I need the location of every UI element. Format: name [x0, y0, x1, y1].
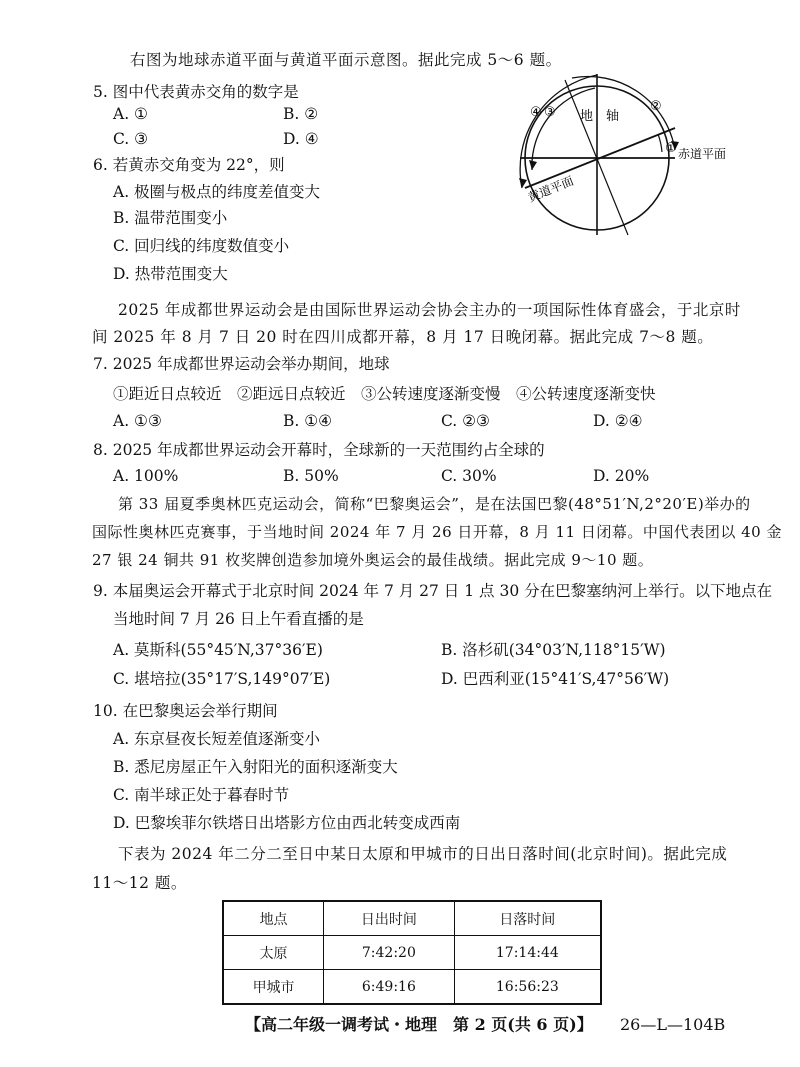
- number-1-label: ①: [665, 141, 677, 156]
- question-5-stem: 5. 图中代表黄赤交角的数字是: [93, 83, 299, 101]
- question-6-stem: 6. 若黄赤交角变为 22°，则: [93, 156, 285, 174]
- q6-option-c: C. 回归线的纬度数值变小: [113, 237, 290, 255]
- question-9-stem-line1: 9. 本届奥运会开幕式于北京时间 2024 年 7 月 27 日 1 点 30 分在巴黎塞纳河上举行。以下地点在: [93, 582, 773, 600]
- q8-option-d: D. 20%: [593, 467, 650, 485]
- table-cell: 7:42:20: [324, 936, 455, 970]
- q5-option-a: A. ①: [113, 105, 148, 123]
- paper-code: 26—L—104B: [620, 1015, 726, 1034]
- table-header-row: [223, 901, 601, 936]
- question-8-stem: 8. 2025 年成都世界运动会开幕时，全球新的一天范围约占全球的: [93, 441, 545, 459]
- table-cell: 17:14:44: [454, 936, 601, 970]
- q7-statements: ①距近日点较近 ②距远日点较近 ③公转速度逐渐变慢 ④公转速度逐渐变快: [113, 385, 656, 403]
- q5-option-c: C. ③: [113, 130, 149, 148]
- number-4-label: ④: [530, 105, 542, 120]
- table-row: [223, 970, 601, 1005]
- q9-option-d: D. 巴西利亚(15°41′S,47°56′W): [441, 670, 670, 688]
- axis-label: 地 轴: [580, 109, 620, 124]
- q10-option-a: A. 东京昼夜长短差值逐渐变小: [113, 730, 321, 748]
- intro-q9-10-line1: 第 33 届夏季奥林匹克运动会，简称“巴黎奥运会”，是在法国巴黎(48°51′N,2°20′E)举办的: [118, 495, 751, 513]
- ecliptic-plane-label: 黄道平面: [525, 173, 576, 205]
- intro-q9-10-line2: 国际性奥林匹克赛事，于当地时间 2024 年 7 月 26 日开幕，8 月 11 日闭幕。中国代表团以 40 金: [92, 523, 782, 541]
- q10-option-c: C. 南半球正处于暮春时节: [113, 786, 290, 804]
- intro-q11-12-line2: 11～12 题。: [92, 874, 187, 892]
- question-9-stem-line2: 当地时间 7 月 26 日上午看直播的是: [113, 610, 364, 628]
- table-header-cell: 日落时间: [454, 901, 601, 936]
- q7-option-b: B. ①④: [283, 412, 333, 430]
- q8-option-c: C. 30%: [441, 467, 497, 485]
- q9-option-c: C. 堪培拉(35°17′S,149°07′E): [113, 670, 331, 688]
- question-7-stem: 7. 2025 年成都世界运动会举办期间，地球: [93, 355, 390, 373]
- q5-option-b: B. ②: [283, 105, 319, 123]
- table-row: [223, 936, 601, 970]
- q6-option-b: B. 温带范围变小: [113, 209, 228, 227]
- q7-option-c: C. ②③: [441, 412, 490, 430]
- number-3-label: ③: [544, 105, 556, 120]
- q5-option-d: D. ④: [283, 130, 319, 148]
- q9-option-b: B. 洛杉矶(34°03′N,118°15′W): [441, 641, 666, 659]
- angle-arc-1: [658, 134, 662, 152]
- intro-q9-10-line3: 27 银 24 铜共 91 枚奖牌创造参加境外奥运会的最佳战绩。据此完成 9～10 题。: [92, 551, 654, 569]
- q10-option-b: B. 悉尼房屋正午入射阳光的面积逐渐变大: [113, 758, 398, 776]
- q7-option-d: D. ②④: [593, 412, 643, 430]
- q8-option-b: B. 50%: [283, 467, 339, 485]
- table-cell: 甲城市: [223, 970, 324, 1005]
- table-cell: 太原: [223, 936, 324, 970]
- equator-plane-label: 赤道平面: [678, 147, 727, 161]
- ecliptic-equator-diagram: [500, 70, 745, 310]
- intro-q7-8-line2: 间 2025 年 8 月 7 日 20 时在四川成都开幕，8 月 17 日晚闭幕。据此完成 7～8 题。: [92, 328, 714, 346]
- sunrise-sunset-table: [222, 900, 602, 1005]
- intro-q7-8-line1: 2025 年成都世界运动会是由国际世界运动会协会主办的一项国际性体育盛会，于北京时: [118, 301, 741, 319]
- q6-option-a: A. 极圈与极点的纬度差值变大: [113, 183, 321, 201]
- intro-q5-6: 右图为地球赤道平面与黄道平面示意图。据此完成 5～6 题。: [130, 51, 562, 69]
- q9-option-a: A. 莫斯科(55°45′N,37°36′E): [113, 641, 323, 659]
- intro-q11-12-line1: 下表为 2024 年二分二至日中某日太原和甲城市的日出日落时间(北京时间)。据此完成: [118, 845, 728, 863]
- q7-option-a: A. ①③: [113, 412, 162, 430]
- table-cell: 6:49:16: [324, 970, 455, 1005]
- table-header-cell: 地点: [223, 901, 324, 936]
- table-cell: 16:56:23: [454, 970, 601, 1005]
- question-10-stem: 10. 在巴黎奥运会举行期间: [93, 702, 278, 720]
- page-footer: 【高二年级一调考试・地理 第 2 页(共 6 页)】: [245, 1015, 593, 1034]
- q8-option-a: A. 100%: [113, 467, 179, 485]
- table-header-cell: 日出时间: [324, 901, 455, 936]
- q6-option-d: D. 热带范围变大: [113, 265, 228, 283]
- q10-option-d: D. 巴黎埃菲尔铁塔日出塔影方位由西北转变成西南: [113, 814, 461, 832]
- number-2-label: ②: [650, 99, 662, 114]
